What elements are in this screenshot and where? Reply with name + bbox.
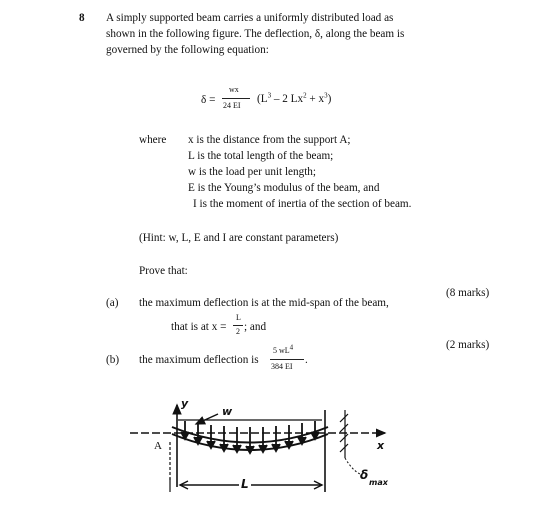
figure-label-delta: δ <box>360 468 369 482</box>
part-a-subtext: that is at x = <box>171 321 227 333</box>
definition-w: w is the load per unit length; <box>188 166 317 178</box>
figure-label-max: max <box>369 478 388 487</box>
figure-label-x: x <box>377 439 385 452</box>
part-b-denominator: 384 EI <box>271 362 293 371</box>
part-b-numerator: 5 $wL^4$ <box>273 343 294 355</box>
figure-label-l: L <box>241 477 249 491</box>
udl-arrows <box>181 421 319 453</box>
equation-lhs: δ = <box>201 94 216 106</box>
part-a-label: (a) <box>106 297 119 309</box>
intro-line-2: shown in the following figure. The deflection, δ, along the beam is <box>106 28 405 40</box>
figure-label-w: w <box>222 405 233 418</box>
equation-denominator: 24 EI <box>223 101 241 110</box>
where-label: where <box>139 134 167 146</box>
definition-l: L is the total length of the beam; <box>188 150 334 162</box>
right-wall-hatch <box>340 410 348 458</box>
equation-rhs: ($L^3 - 2$ $Lx^2 + x^3$) <box>257 91 332 105</box>
part-a-fraction-numerator: L <box>236 313 241 322</box>
delta-max-marker <box>345 458 360 474</box>
part-a-fraction-denominator: 2 <box>236 327 240 336</box>
part-b-text: the maximum deflection is <box>139 354 259 366</box>
part-b-tail: . <box>305 354 308 366</box>
intro-line-3: governed by the following equation: <box>106 44 269 56</box>
equation-numerator: wx <box>229 85 239 94</box>
figure-label-a: A <box>154 440 162 452</box>
part-b-marks: (2 marks) <box>446 339 490 351</box>
question-number: 8 <box>79 12 85 24</box>
part-b-label: (b) <box>106 354 120 366</box>
definition-x: x is the distance from the support A; <box>188 134 351 146</box>
part-a-marks: (8 marks) <box>446 287 490 299</box>
definition-e: E is the Young’s modulus of the beam, and <box>188 182 380 194</box>
prove-text: Prove that: <box>139 265 188 277</box>
part-a-text: the maximum deflection is at the mid-span of the beam, <box>139 297 389 309</box>
w-pointer <box>196 414 218 424</box>
part-a-tail: ; and <box>244 321 267 333</box>
hint-text: (Hint: w, L, E and I are constant parameters) <box>139 232 339 244</box>
figure-label-y: y <box>181 397 189 410</box>
intro-line-1: A simply supported beam carries a uniformly distributed load as <box>106 12 394 24</box>
definition-i: I is the moment of inertia of the section of beam. <box>193 198 412 210</box>
